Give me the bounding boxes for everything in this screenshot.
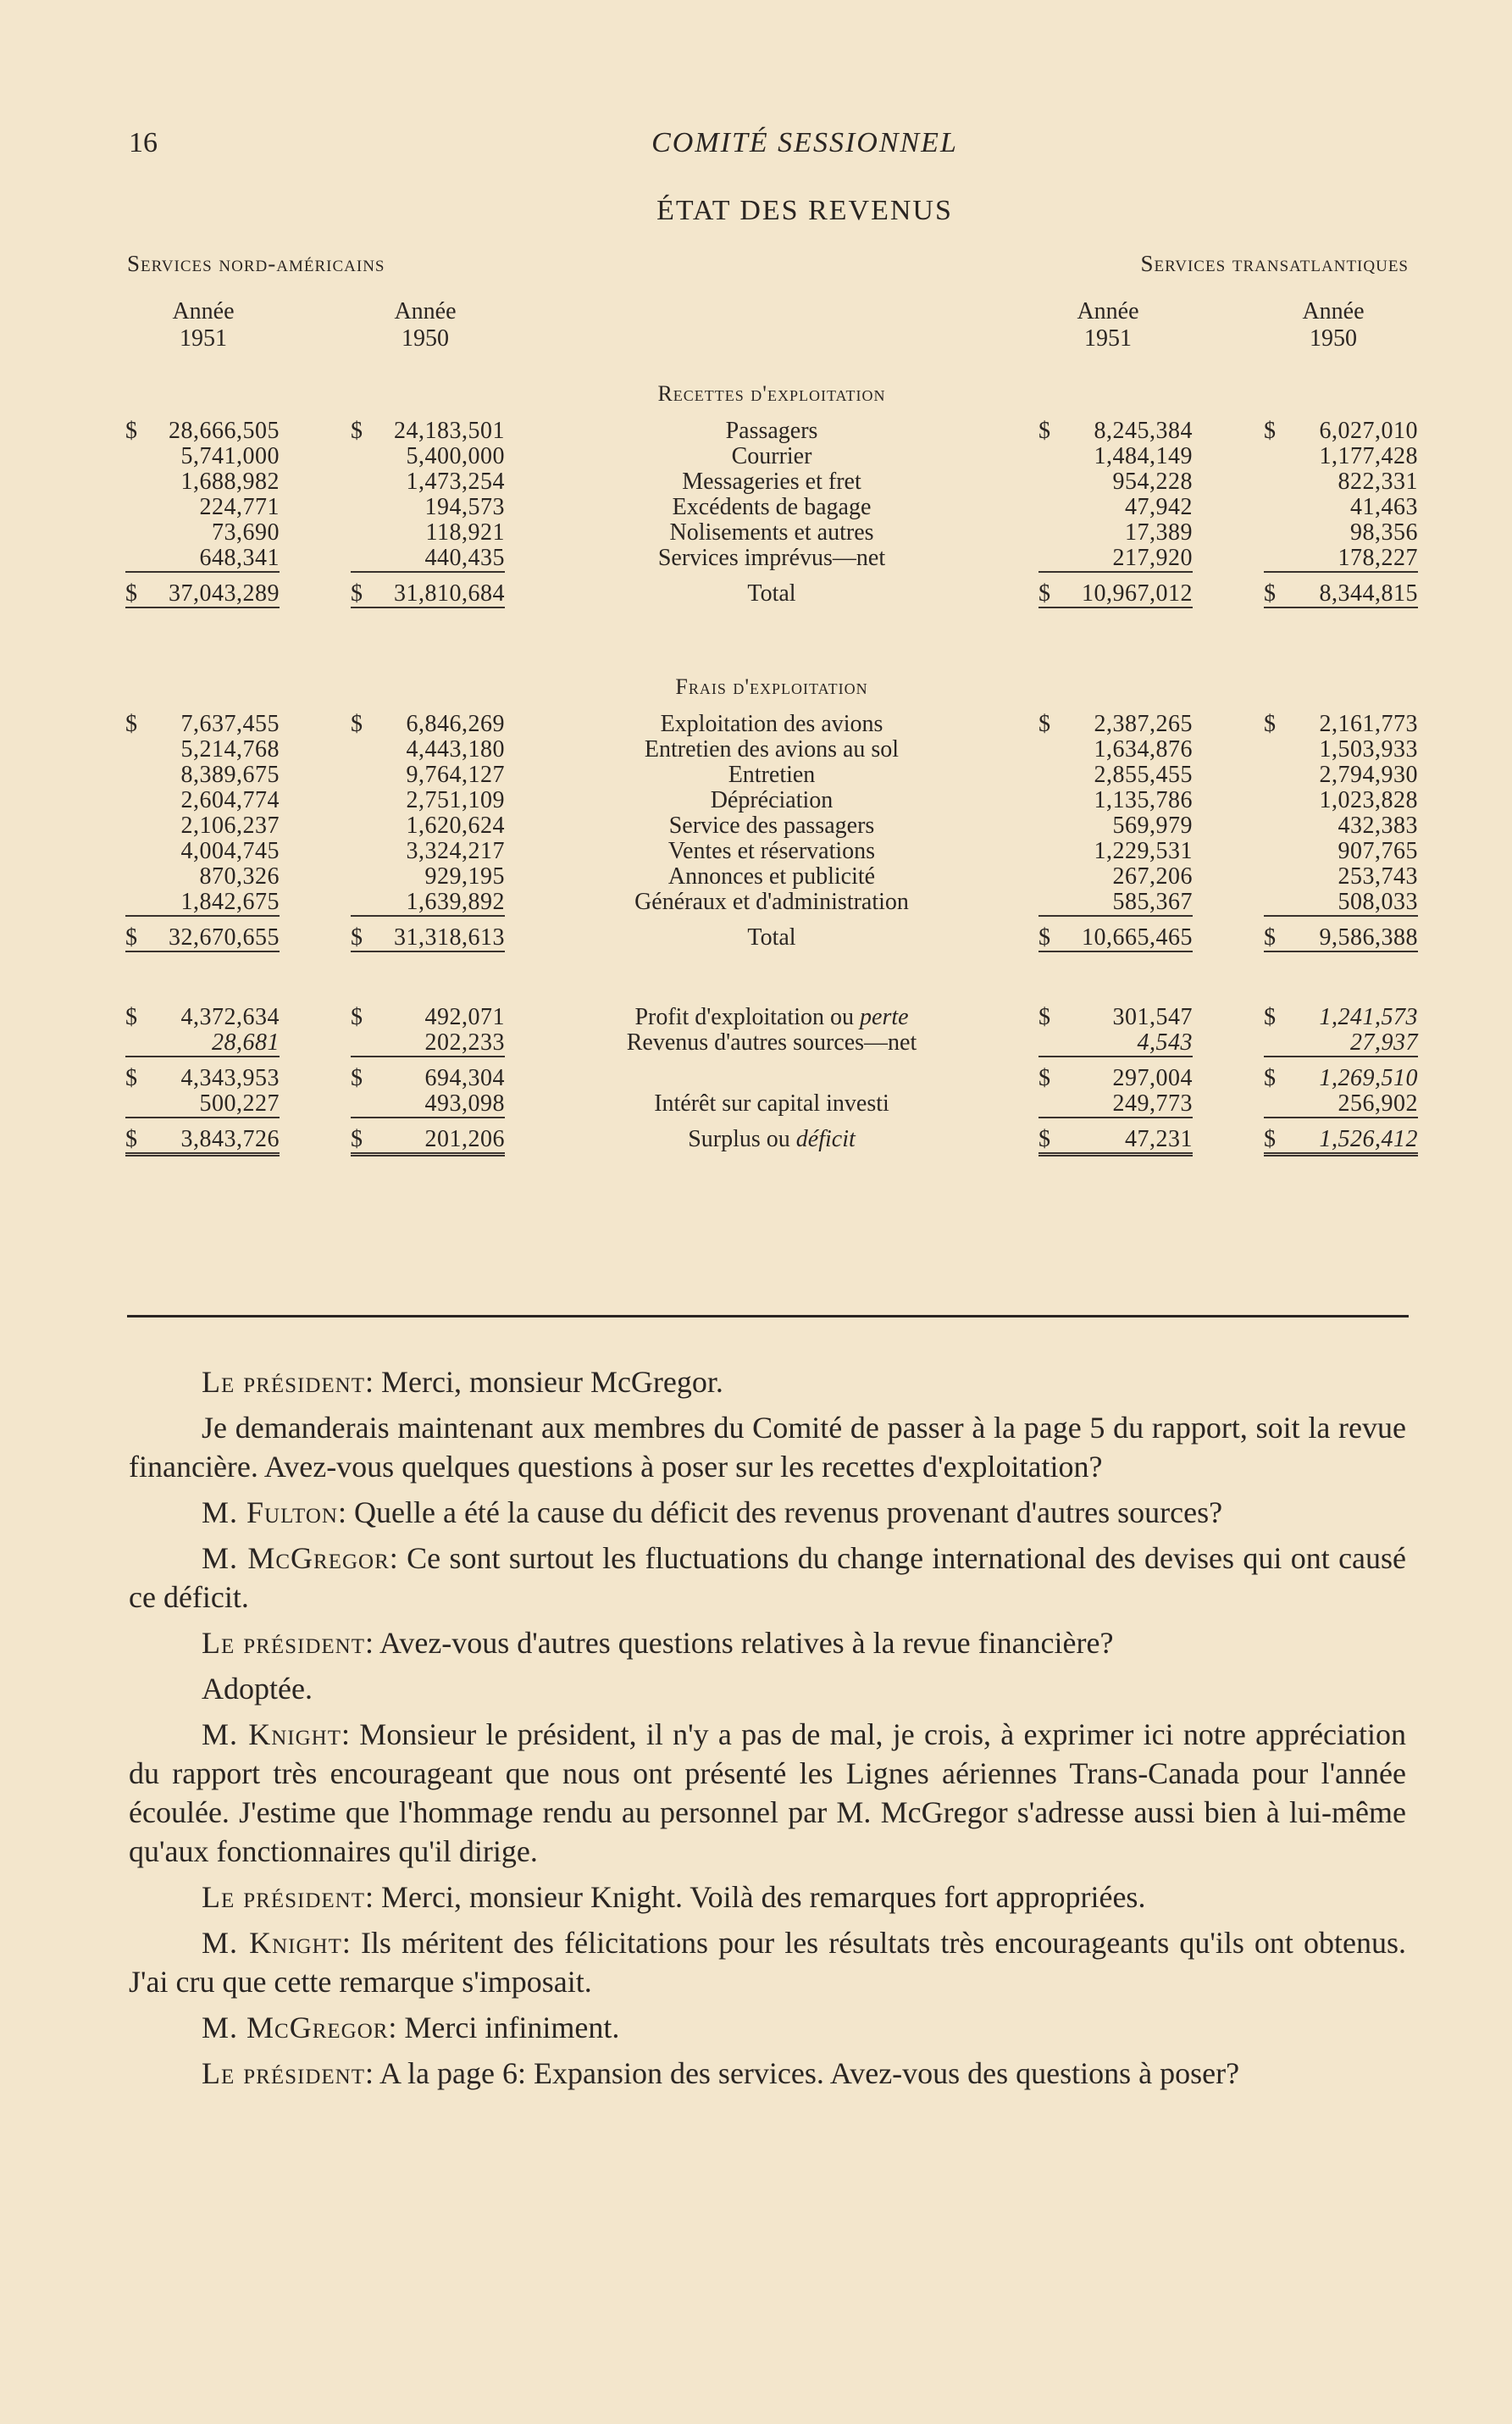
amount-value: 8,389,675	[180, 762, 280, 788]
dollar-sign: $	[1038, 1004, 1051, 1030]
dollar-sign: $	[1264, 924, 1277, 951]
amount-cell	[1038, 763, 1193, 788]
amount-value: 98,356	[1350, 519, 1418, 546]
speech-text: : Ils méritent des félicitations pour les résultats très encourageants qu'ils ont obtenus. J'ai cru que cette remarque s'imposait.	[129, 1926, 1406, 1999]
amount-value: 492,071	[424, 1004, 505, 1030]
amount-value: 432,383	[1338, 813, 1418, 839]
row-label: Annonces et publicité	[667, 863, 876, 890]
amount-value: 7,637,455	[180, 711, 280, 737]
section-north-american: Services nord-américains	[127, 251, 385, 276]
amount-cell	[125, 1030, 280, 1057]
amount-cell	[1038, 1127, 1193, 1155]
amount-cell	[1038, 839, 1193, 864]
dollar-sign: $	[351, 711, 363, 737]
transcript-paragraph	[129, 1878, 1406, 1916]
dollar-sign: $	[125, 1004, 138, 1030]
transcript-paragraph	[129, 1408, 1406, 1486]
amount-value: 28,681	[212, 1029, 280, 1056]
amount-cell	[351, 788, 505, 813]
row-label: Entretien des avions au sol	[644, 736, 900, 763]
amount-value: 10,665,465	[1082, 924, 1193, 951]
dollar-sign: $	[125, 1065, 138, 1091]
amount-cell	[1264, 839, 1418, 864]
amount-cell	[125, 813, 280, 839]
dollar-sign: $	[125, 1126, 138, 1152]
dollar-sign: $	[1038, 580, 1051, 607]
amount-value: 508,033	[1338, 889, 1418, 915]
dollar-sign: $	[1264, 1065, 1277, 1091]
speaker-name: Le président	[202, 1880, 365, 1914]
amount-cell	[351, 495, 505, 520]
section-transatlantic: Services transatlantiques	[1140, 251, 1409, 276]
amount-cell	[125, 1091, 280, 1118]
table-row	[125, 763, 1418, 788]
amount-value: 8,245,384	[1094, 418, 1193, 444]
amount-cell	[1038, 1091, 1193, 1118]
dollar-sign: $	[351, 924, 363, 951]
amount-value: 1,639,892	[406, 889, 505, 915]
table-row	[125, 469, 1418, 495]
amount-cell	[351, 1030, 505, 1057]
amount-value: 1,135,786	[1094, 787, 1193, 813]
dollar-sign: $	[1038, 711, 1051, 737]
dollar-sign: $	[351, 1126, 363, 1152]
amount-value: 47,942	[1125, 494, 1193, 520]
subsection-heading	[125, 666, 1418, 700]
amount-cell	[1038, 444, 1193, 469]
amount-cell	[125, 1127, 280, 1155]
amount-value: 27,937	[1350, 1029, 1418, 1056]
amount-value: 1,229,531	[1094, 838, 1193, 864]
dollar-sign: $	[1264, 580, 1277, 607]
amount-cell	[1038, 469, 1193, 495]
running-title: COMITÉ SESSIONNEL	[651, 127, 958, 158]
amount-value: 2,855,455	[1094, 762, 1193, 788]
amount-cell	[125, 737, 280, 763]
dollar-sign: $	[1038, 1126, 1051, 1152]
table-row	[125, 890, 1418, 916]
amount-value: 202,233	[424, 1029, 505, 1056]
other-income-row	[125, 1030, 1418, 1057]
dollar-sign: $	[1264, 711, 1277, 737]
amount-cell	[1038, 495, 1193, 520]
speech-text: : A la page 6: Expansion des services. Avez-vous des questions à poser?	[365, 2056, 1240, 2090]
amount-cell	[1264, 925, 1418, 951]
amount-value: 5,400,000	[406, 443, 505, 469]
table-row	[125, 520, 1418, 546]
amount-cell	[1264, 581, 1418, 607]
surplus-row	[125, 1127, 1418, 1155]
amount-cell	[1264, 712, 1418, 737]
row-label: Messageries et fret	[682, 469, 861, 495]
amount-cell	[1038, 813, 1193, 839]
transcript-paragraph	[129, 1493, 1406, 1532]
row-label: Services imprévus—net	[657, 545, 886, 571]
dollar-sign: $	[1038, 1065, 1051, 1091]
amount-value: 73,690	[212, 519, 280, 546]
amount-value: 4,543	[1137, 1029, 1193, 1056]
row-label: Nolisements et autres	[669, 519, 874, 546]
amount-cell	[1264, 1091, 1418, 1118]
speech-text: : Quelle a été la cause du déficit des revenus provenant d'autres sources?	[338, 1495, 1223, 1529]
year-header-na-1950: Année 1950	[394, 298, 457, 352]
amount-value: 2,387,265	[1094, 711, 1193, 737]
amount-value: 28,666,505	[169, 418, 280, 444]
amount-value: 41,463	[1350, 494, 1418, 520]
transcript-paragraph	[129, 1623, 1406, 1662]
speech-text: : Merci, monsieur McGregor.	[365, 1365, 723, 1399]
amount-cell	[1038, 788, 1193, 813]
amount-value: 9,586,388	[1319, 924, 1418, 951]
year-header-na-1951: Année 1951	[172, 298, 235, 352]
amount-cell	[1264, 419, 1418, 444]
speech-text: Adoptée.	[202, 1672, 313, 1706]
amount-cell	[351, 520, 505, 546]
amount-cell	[1264, 788, 1418, 813]
amount-cell	[351, 469, 505, 495]
amount-cell	[1264, 737, 1418, 763]
amount-cell	[351, 546, 505, 572]
row-label: Dépréciation	[710, 787, 834, 813]
table-row	[125, 546, 1418, 572]
transcript-paragraph	[129, 1539, 1406, 1617]
dollar-sign: $	[1264, 1126, 1277, 1152]
amount-cell	[351, 1127, 505, 1155]
table-row	[125, 813, 1418, 839]
row-label: Intérêt sur capital investi	[654, 1090, 889, 1117]
dollar-sign: $	[125, 580, 138, 607]
subtotal-row	[125, 1066, 1418, 1091]
amount-value: 929,195	[424, 863, 505, 890]
page-number: 16	[129, 127, 158, 158]
amount-value: 1,177,428	[1319, 443, 1418, 469]
amount-value: 4,343,953	[180, 1065, 280, 1091]
amount-value: 249,773	[1112, 1090, 1193, 1117]
amount-cell	[125, 520, 280, 546]
amount-cell	[1264, 763, 1418, 788]
transcript-paragraph	[129, 1923, 1406, 2001]
statement-title: ÉTAT DES REVENUS	[656, 195, 953, 226]
speaker-name: Le président	[202, 1365, 365, 1399]
amount-value: 2,604,774	[180, 787, 280, 813]
amount-value: 4,372,634	[180, 1004, 280, 1030]
row-label: Revenus d'autres sources—net	[626, 1029, 917, 1056]
speech-text: : Ce sont surtout les fluctuations du change international des devises qui ont causé ce déficit.	[129, 1541, 1407, 1614]
amount-value: 217,920	[1112, 545, 1193, 571]
speaker-name: M. McGregor	[202, 1541, 390, 1575]
amount-cell	[125, 890, 280, 916]
amount-value: 17,389	[1125, 519, 1193, 546]
amount-value: 3,324,217	[406, 838, 505, 864]
row-label: Recettes d'exploitation	[657, 381, 886, 406]
amount-cell	[125, 1066, 280, 1091]
table-row	[125, 864, 1418, 890]
amount-cell	[1264, 1030, 1418, 1057]
amount-cell	[125, 925, 280, 951]
amount-value: 569,979	[1112, 813, 1193, 839]
amount-cell	[351, 1066, 505, 1091]
amount-cell	[1264, 1066, 1418, 1091]
table-row	[125, 788, 1418, 813]
speaker-name: M. Knight	[202, 1717, 342, 1751]
amount-value: 31,810,684	[394, 580, 505, 607]
amount-value: 585,367	[1112, 889, 1193, 915]
amount-value: 694,304	[424, 1065, 505, 1091]
transcript-paragraph	[129, 1715, 1406, 1871]
transcript-paragraph	[129, 2054, 1406, 2093]
amount-cell	[351, 763, 505, 788]
amount-cell	[125, 469, 280, 495]
amount-value: 37,043,289	[169, 580, 280, 607]
speaker-name: Le président	[202, 2056, 365, 2090]
dollar-sign: $	[1264, 1004, 1277, 1030]
section-divider	[127, 1315, 1409, 1317]
row-label: Excédents de bagage	[672, 494, 872, 520]
amount-value: 822,331	[1338, 469, 1418, 495]
amount-value: 1,484,149	[1094, 443, 1193, 469]
amount-cell	[1264, 1127, 1418, 1155]
row-label: Exploitation des avions	[660, 711, 883, 737]
amount-cell	[351, 737, 505, 763]
row-label: Ventes et réservations	[667, 838, 876, 864]
amount-value: 2,794,930	[1319, 762, 1418, 788]
amount-cell	[1038, 1005, 1193, 1030]
amount-value: 32,670,655	[169, 924, 280, 951]
amount-value: 2,751,109	[406, 787, 505, 813]
table-row	[125, 839, 1418, 864]
row-label: Entretien	[728, 762, 816, 788]
transcript-paragraph	[129, 2008, 1406, 2047]
amount-cell	[1038, 419, 1193, 444]
amount-cell	[125, 444, 280, 469]
amount-value: 6,027,010	[1319, 418, 1418, 444]
amount-value: 194,573	[424, 494, 505, 520]
amount-cell	[1038, 520, 1193, 546]
amount-cell	[351, 444, 505, 469]
amount-cell	[1264, 1005, 1418, 1030]
row-label: Service des passagers	[668, 813, 875, 839]
speaker-name: M. McGregor	[202, 2011, 389, 2044]
row-label: Passagers	[725, 418, 818, 444]
dollar-sign: $	[125, 418, 138, 444]
dollar-sign: $	[351, 1065, 363, 1091]
amount-cell	[125, 419, 280, 444]
amount-cell	[1264, 495, 1418, 520]
amount-cell	[125, 1005, 280, 1030]
amount-cell	[125, 712, 280, 737]
amount-value: 1,842,675	[180, 889, 280, 915]
amount-cell	[1038, 925, 1193, 951]
row-label: Généraux et d'administration	[634, 889, 909, 915]
amount-cell	[1038, 581, 1193, 607]
amount-value: 870,326	[199, 863, 280, 890]
amount-cell	[1264, 546, 1418, 572]
amount-cell	[125, 839, 280, 864]
amount-cell	[351, 864, 505, 890]
dollar-sign: $	[351, 418, 363, 444]
amount-value: 1,620,624	[406, 813, 505, 839]
amount-cell	[351, 419, 505, 444]
amount-cell	[1264, 813, 1418, 839]
amount-value: 201,206	[424, 1126, 505, 1152]
amount-value: 1,269,510	[1319, 1065, 1418, 1091]
dollar-sign: $	[351, 1004, 363, 1030]
amount-cell	[125, 581, 280, 607]
amount-value: 118,921	[425, 519, 505, 546]
amount-cell	[125, 495, 280, 520]
interest-row	[125, 1091, 1418, 1118]
amount-cell	[1038, 712, 1193, 737]
speaker-name: Le président	[202, 1626, 365, 1660]
amount-value: 1,688,982	[180, 469, 280, 495]
speech-text: : Monsieur le président, il n'y a pas de mal, je crois, à exprimer ici notre appréciation du rapport très encourageant que nous ont présenté les Lignes aériennes Trans-Canada pour l'année écoulée. J'estime que l'hommage rendu au personnel par M. McGregor s'adresse aussi bien à lui-même qu'aux fonctionnaires qu'il dirige.	[129, 1717, 1406, 1868]
dollar-sign: $	[125, 711, 138, 737]
amount-value: 2,161,773	[1319, 711, 1418, 737]
table-row	[125, 712, 1418, 737]
amount-cell	[351, 712, 505, 737]
amount-cell	[1264, 444, 1418, 469]
amount-value: 1,634,876	[1094, 736, 1193, 763]
year-header-ta-1950: Année 1950	[1302, 298, 1365, 352]
amount-cell	[351, 813, 505, 839]
amount-value: 256,902	[1338, 1090, 1418, 1117]
amount-cell	[1038, 890, 1193, 916]
amount-value: 440,435	[424, 545, 505, 571]
amount-cell	[1038, 1030, 1193, 1057]
row-label	[505, 1066, 1038, 1091]
amount-cell	[125, 864, 280, 890]
table-row	[125, 419, 1418, 444]
speech-text: : Merci infiniment.	[388, 2011, 620, 2044]
amount-cell	[1038, 1066, 1193, 1091]
amount-cell	[351, 1005, 505, 1030]
dollar-sign: $	[1038, 924, 1051, 951]
total-row	[125, 581, 1418, 607]
amount-value: 1,023,828	[1319, 787, 1418, 813]
row-label: Total	[747, 580, 796, 607]
amount-cell	[1038, 546, 1193, 572]
amount-cell	[1264, 890, 1418, 916]
amount-value: 267,206	[1112, 863, 1193, 890]
amount-value: 5,214,768	[180, 736, 280, 763]
amount-cell	[1038, 864, 1193, 890]
amount-value: 1,503,933	[1319, 736, 1418, 763]
amount-value: 10,967,012	[1082, 580, 1193, 607]
amount-value: 178,227	[1338, 545, 1418, 571]
table-row	[125, 495, 1418, 520]
speech-text: Je demanderais maintenant aux membres du Comité de passer à la page 5 du rapport, soit la revue financière. Avez-vous quelques questions à poser sur les recettes d'exploitation?	[129, 1411, 1406, 1484]
amount-value: 5,741,000	[180, 443, 280, 469]
amount-value: 24,183,501	[394, 418, 505, 444]
row-label: Courrier	[731, 443, 812, 469]
transcript	[129, 1362, 1406, 2100]
row-label: Profit d'exploitation ou perte	[634, 1004, 909, 1030]
row-label: Surplus ou déficit	[688, 1126, 856, 1152]
amount-value: 4,443,180	[406, 736, 505, 763]
amount-cell	[351, 839, 505, 864]
speaker-name: M. Knight	[202, 1926, 342, 1960]
revenue-statement-table	[125, 373, 1418, 1157]
speech-text: : Avez-vous d'autres questions relatives à la revue financière?	[365, 1626, 1114, 1660]
amount-value: 31,318,613	[394, 924, 505, 951]
amount-cell	[125, 763, 280, 788]
transcript-paragraph	[129, 1669, 1406, 1708]
table-row	[125, 737, 1418, 763]
subsection-heading	[125, 373, 1418, 407]
amount-value: 1,473,254	[406, 469, 505, 495]
amount-cell	[1264, 864, 1418, 890]
amount-value: 500,227	[199, 1090, 280, 1117]
amount-value: 301,547	[1112, 1004, 1193, 1030]
dollar-sign: $	[125, 924, 138, 951]
amount-value: 1,241,573	[1319, 1004, 1418, 1030]
amount-value: 954,228	[1112, 469, 1193, 495]
row-label: Total	[747, 924, 796, 951]
amount-cell	[1264, 469, 1418, 495]
amount-cell	[125, 546, 280, 572]
dollar-sign: $	[1264, 418, 1277, 444]
amount-cell	[125, 788, 280, 813]
amount-value: 3,843,726	[180, 1126, 280, 1152]
amount-value: 493,098	[424, 1090, 505, 1117]
transcript-paragraph	[129, 1362, 1406, 1401]
amount-value: 648,341	[199, 545, 280, 571]
table-row	[125, 444, 1418, 469]
amount-cell	[351, 890, 505, 916]
amount-cell	[1038, 737, 1193, 763]
row-label: Frais d'exploitation	[675, 674, 868, 699]
amount-value: 8,344,815	[1319, 580, 1418, 607]
amount-value: 6,846,269	[406, 711, 505, 737]
amount-value: 907,765	[1338, 838, 1418, 864]
dollar-sign: $	[351, 580, 363, 607]
amount-cell	[1264, 520, 1418, 546]
amount-value: 4,004,745	[180, 838, 280, 864]
total-row	[125, 925, 1418, 951]
amount-value: 297,004	[1112, 1065, 1193, 1091]
amount-value: 224,771	[199, 494, 280, 520]
dollar-sign: $	[1038, 418, 1051, 444]
amount-cell	[351, 581, 505, 607]
amount-value: 9,764,127	[406, 762, 505, 788]
amount-value: 1,526,412	[1319, 1126, 1418, 1152]
amount-value: 47,231	[1125, 1126, 1193, 1152]
speech-text: : Merci, monsieur Knight. Voilà des remarques fort appropriées.	[365, 1880, 1146, 1914]
amount-value: 2,106,237	[180, 813, 280, 839]
amount-value: 253,743	[1338, 863, 1418, 890]
year-header-ta-1951: Année 1951	[1077, 298, 1139, 352]
amount-cell	[351, 1091, 505, 1118]
profit-row	[125, 1005, 1418, 1030]
amount-cell	[351, 925, 505, 951]
speaker-name: M. Fulton	[202, 1495, 338, 1529]
